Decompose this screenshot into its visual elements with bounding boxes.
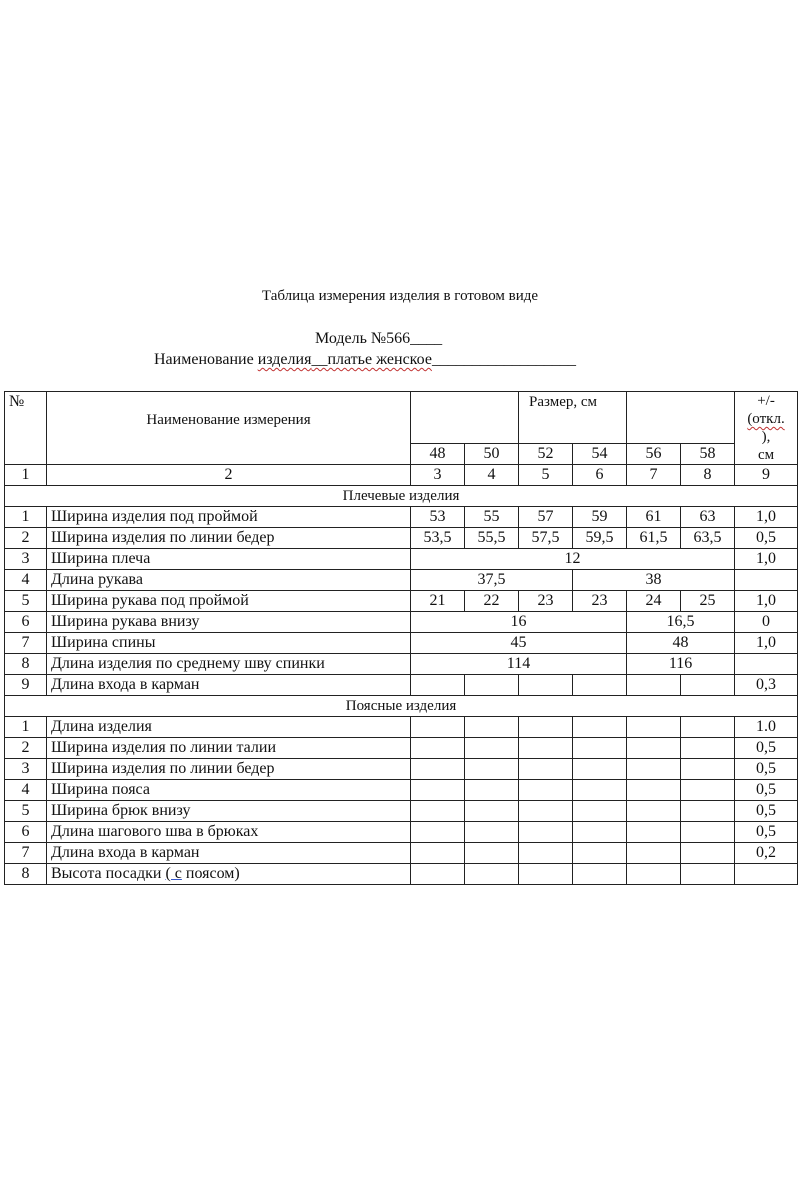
- table-row: [5, 675, 798, 696]
- measurement-table: [4, 391, 798, 885]
- table-row: [5, 570, 798, 591]
- value-cell: 57: [519, 507, 573, 528]
- value-cell: 63: [681, 507, 735, 528]
- value-cell: 25: [681, 591, 735, 612]
- value-cell: 61: [627, 507, 681, 528]
- value-cell: [519, 864, 573, 885]
- value-cell: [519, 738, 573, 759]
- value-cell: 57,5: [519, 528, 573, 549]
- row-name: Ширина плеча: [47, 549, 411, 570]
- value-cell: 23: [519, 591, 573, 612]
- value-cell-all-sizes: 12: [411, 549, 735, 570]
- row-name: Ширина изделия по линии бедер: [47, 528, 411, 549]
- deviation-cell: 1,0: [735, 591, 798, 612]
- value-cell: [681, 780, 735, 801]
- value-cell: [627, 801, 681, 822]
- value-cell-48-54: 45: [411, 633, 627, 654]
- value-cell: [627, 780, 681, 801]
- row-number: 6: [5, 822, 47, 843]
- product-name-value: __платье женское: [311, 351, 432, 368]
- value-cell: [411, 864, 465, 885]
- value-cell: [681, 801, 735, 822]
- row-name-part: Высота посадки: [51, 865, 166, 882]
- row-number: 5: [5, 591, 47, 612]
- table-row: [5, 759, 798, 780]
- value-cell: [411, 738, 465, 759]
- deviation-cell: 0,3: [735, 675, 798, 696]
- document-title: Таблица измерения изделия в готовом виде: [261, 288, 539, 304]
- value-cell-56-58: 116: [627, 654, 735, 675]
- row-name: Ширина изделия по линии бедер: [47, 759, 411, 780]
- value-cell: [573, 717, 627, 738]
- deviation-line-2: (откл.: [747, 411, 785, 427]
- value-cell: [519, 801, 573, 822]
- value-cell: [573, 822, 627, 843]
- row-name: Длина входа в карман: [47, 843, 411, 864]
- value-cell: 53: [411, 507, 465, 528]
- product-name-prefix: Наименование: [154, 351, 258, 368]
- col-num: 6: [573, 465, 627, 486]
- section-waist: Поясные изделия: [5, 696, 798, 717]
- col-num: 4: [465, 465, 519, 486]
- value-cell: [411, 759, 465, 780]
- header-size: Размер, см: [519, 392, 627, 444]
- value-cell: 55: [465, 507, 519, 528]
- row-name: Ширина рукава под проймой: [47, 591, 411, 612]
- row-name: Длина шагового шва в брюках: [47, 822, 411, 843]
- row-number: 5: [5, 801, 47, 822]
- value-cell: [519, 780, 573, 801]
- header-name: Наименование измерения: [47, 392, 411, 465]
- value-cell: [411, 717, 465, 738]
- col-num: 1: [5, 465, 47, 486]
- col-num: 9: [735, 465, 798, 486]
- deviation-cell: 0,5: [735, 528, 798, 549]
- row-name: [47, 864, 411, 885]
- row-number: 3: [5, 549, 47, 570]
- col-num: 2: [47, 465, 411, 486]
- deviation-cell: [735, 864, 798, 885]
- row-name: Ширина пояса: [47, 780, 411, 801]
- row-number: 2: [5, 528, 47, 549]
- value-cell: [681, 717, 735, 738]
- deviation-cell: 1.0: [735, 717, 798, 738]
- table-row: [5, 717, 798, 738]
- deviation-cell: 0,5: [735, 738, 798, 759]
- value-cell: [627, 675, 681, 696]
- value-cell-48-54: 114: [411, 654, 627, 675]
- deviation-cell: 1,0: [735, 633, 798, 654]
- value-cell: [411, 780, 465, 801]
- value-cell: [681, 738, 735, 759]
- value-cell-56-58: 48: [627, 633, 735, 654]
- value-cell: [411, 843, 465, 864]
- value-cell: [681, 822, 735, 843]
- value-cell: [627, 822, 681, 843]
- value-cell: [519, 843, 573, 864]
- value-cell: [465, 822, 519, 843]
- value-cell: [573, 780, 627, 801]
- value-cell: 63,5: [681, 528, 735, 549]
- product-name-word: изделия: [257, 351, 312, 368]
- deviation-line-4: см: [757, 447, 775, 463]
- value-cell: [465, 843, 519, 864]
- value-cell: [627, 864, 681, 885]
- value-cell: [465, 759, 519, 780]
- deviation-line-1: +/-: [757, 393, 775, 409]
- deviation-cell: 0,5: [735, 780, 798, 801]
- table-row: [5, 591, 798, 612]
- row-number: 2: [5, 738, 47, 759]
- deviation-cell: 0,5: [735, 822, 798, 843]
- value-cell: [627, 717, 681, 738]
- value-cell: [627, 759, 681, 780]
- table-row: [5, 801, 798, 822]
- deviation-cell: 0,2: [735, 843, 798, 864]
- row-number: 4: [5, 570, 47, 591]
- row-name: Ширина рукава внизу: [47, 612, 411, 633]
- deviation-cell: [735, 654, 798, 675]
- value-cell: [411, 675, 465, 696]
- value-cell: [681, 843, 735, 864]
- value-cell: [465, 801, 519, 822]
- value-cell: [465, 675, 519, 696]
- table-row: [5, 864, 798, 885]
- row-number: 7: [5, 633, 47, 654]
- size-58: 58: [681, 444, 735, 465]
- value-cell: 59: [573, 507, 627, 528]
- value-cell: 55,5: [465, 528, 519, 549]
- row-number: 8: [5, 864, 47, 885]
- value-cell: [681, 675, 735, 696]
- deviation-cell: 1,0: [735, 507, 798, 528]
- row-name: Ширина брюк внизу: [47, 801, 411, 822]
- section-row: [5, 696, 798, 717]
- value-cell: [573, 759, 627, 780]
- section-shoulder: Плечевые изделия: [5, 486, 798, 507]
- value-cell: [627, 738, 681, 759]
- size-50: 50: [465, 444, 519, 465]
- col-num: 3: [411, 465, 465, 486]
- row-name: Ширина изделия под проймой: [47, 507, 411, 528]
- row-number: 1: [5, 717, 47, 738]
- row-number: 6: [5, 612, 47, 633]
- table-row: [5, 654, 798, 675]
- value-cell: [681, 759, 735, 780]
- table-row: [5, 738, 798, 759]
- row-name: Длина изделия по среднему шву спинки: [47, 654, 411, 675]
- value-cell: [573, 738, 627, 759]
- product-name-blank: __________________: [431, 351, 576, 368]
- value-cell: [573, 864, 627, 885]
- row-name: Длина рукава: [47, 570, 411, 591]
- value-cell: [627, 843, 681, 864]
- table-row: [5, 780, 798, 801]
- header-deviation: [735, 392, 798, 465]
- deviation-line-3: ),: [761, 429, 771, 445]
- value-cell: [573, 675, 627, 696]
- col-num: 7: [627, 465, 681, 486]
- table-row: [5, 843, 798, 864]
- row-name: Длина изделия: [47, 717, 411, 738]
- value-cell: [681, 864, 735, 885]
- size-52: 52: [519, 444, 573, 465]
- col-num: 8: [681, 465, 735, 486]
- value-cell-56-58: 16,5: [627, 612, 735, 633]
- value-cell: [519, 759, 573, 780]
- deviation-cell: 0,5: [735, 801, 798, 822]
- value-cell: [411, 822, 465, 843]
- value-cell: 24: [627, 591, 681, 612]
- header-size-blank-1: [411, 392, 519, 444]
- table-row: [5, 822, 798, 843]
- deviation-cell: [735, 570, 798, 591]
- table-row: [5, 528, 798, 549]
- value-cell: [465, 738, 519, 759]
- row-number: 8: [5, 654, 47, 675]
- value-cell: [519, 822, 573, 843]
- value-cell: [465, 717, 519, 738]
- row-number: 3: [5, 759, 47, 780]
- value-cell: [465, 864, 519, 885]
- deviation-cell: 0,5: [735, 759, 798, 780]
- value-cell: [465, 780, 519, 801]
- value-cell: 23: [573, 591, 627, 612]
- row-name-part: поясом): [181, 865, 240, 882]
- section-row: [5, 486, 798, 507]
- table-row: [5, 507, 798, 528]
- row-number: 7: [5, 843, 47, 864]
- value-cell: [519, 675, 573, 696]
- row-name: Ширина изделия по линии талии: [47, 738, 411, 759]
- value-cell: 53,5: [411, 528, 465, 549]
- row-name: Ширина спины: [47, 633, 411, 654]
- row-number: 4: [5, 780, 47, 801]
- row-name: Длина входа в карман: [47, 675, 411, 696]
- table-row: [5, 612, 798, 633]
- table-row: [5, 549, 798, 570]
- column-number-row: [5, 465, 798, 486]
- table-row: [5, 633, 798, 654]
- size-48: 48: [411, 444, 465, 465]
- size-54: 54: [573, 444, 627, 465]
- deviation-cell: 1,0: [735, 549, 798, 570]
- deviation-cell: 0: [735, 612, 798, 633]
- value-cell: 22: [465, 591, 519, 612]
- row-number: 9: [5, 675, 47, 696]
- header-row: [5, 392, 798, 444]
- value-cell-54-58: 38: [573, 570, 735, 591]
- header-size-blank-2: [627, 392, 735, 444]
- product-name-line: [154, 351, 576, 369]
- value-cell-48-54: 16: [411, 612, 627, 633]
- value-cell: [411, 801, 465, 822]
- header-num: №: [5, 392, 47, 465]
- value-cell: 61,5: [627, 528, 681, 549]
- value-cell-48-52: 37,5: [411, 570, 573, 591]
- value-cell: [519, 717, 573, 738]
- model-number: Модель №566____: [315, 330, 443, 347]
- value-cell: [573, 801, 627, 822]
- col-num: 5: [519, 465, 573, 486]
- size-56: 56: [627, 444, 681, 465]
- row-number: 1: [5, 507, 47, 528]
- value-cell: [573, 843, 627, 864]
- row-name-underlined: ( с: [165, 865, 182, 882]
- value-cell: 21: [411, 591, 465, 612]
- value-cell: 59,5: [573, 528, 627, 549]
